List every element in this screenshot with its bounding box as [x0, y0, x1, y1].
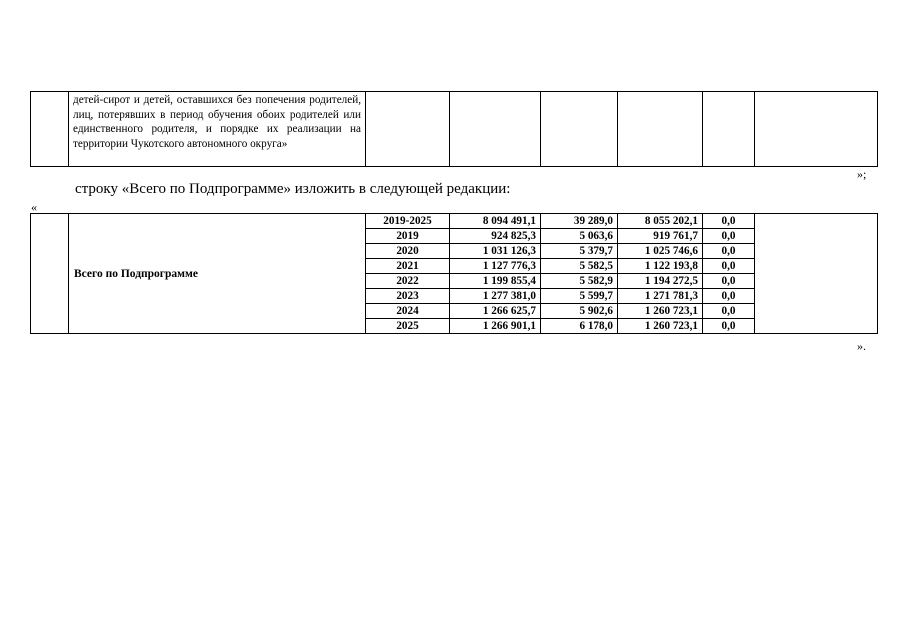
federal-cell: 5 599,7: [541, 289, 618, 304]
total-cell: 1 199 855,4: [450, 274, 541, 289]
year-cell: 2019-2025: [366, 214, 450, 229]
federal-cell: 5 063,6: [541, 229, 618, 244]
federal-cell: 6 178,0: [541, 319, 618, 334]
regional-cell: 919 761,7: [618, 229, 703, 244]
subprogram-total-table: [30, 213, 878, 334]
table-cell: [31, 214, 69, 334]
table-cell: [541, 92, 618, 167]
total-cell: 8 094 491,1: [450, 214, 541, 229]
federal-cell: 39 289,0: [541, 214, 618, 229]
federal-cell: 5 582,5: [541, 259, 618, 274]
table-cell: [618, 92, 703, 167]
other-cell: 0,0: [703, 259, 755, 274]
other-cell: 0,0: [703, 214, 755, 229]
total-cell: 1 266 625,7: [450, 304, 541, 319]
regional-cell: 1 260 723,1: [618, 319, 703, 334]
table-row: [31, 92, 878, 167]
regional-cell: 1 194 272,5: [618, 274, 703, 289]
other-cell: 0,0: [703, 289, 755, 304]
amendment-caption: строку «Всего по Подпрограмме» изложить в следующей редакции:: [75, 181, 511, 197]
regional-cell: 1 271 781,3: [618, 289, 703, 304]
other-cell: 0,0: [703, 304, 755, 319]
regional-cell: 1 260 723,1: [618, 304, 703, 319]
other-cell: 0,0: [703, 274, 755, 289]
table-cell: [755, 92, 878, 167]
table-row: [31, 214, 878, 229]
other-cell: 0,0: [703, 244, 755, 259]
program-table-fragment: [30, 91, 878, 167]
regional-cell: 1 122 193,8: [618, 259, 703, 274]
table-cell: [450, 92, 541, 167]
total-cell: 1 031 126,3: [450, 244, 541, 259]
closing-quote: ».: [857, 339, 866, 353]
year-cell: 2020: [366, 244, 450, 259]
table-cell: [31, 92, 69, 167]
table-cell: [366, 92, 450, 167]
year-cell: 2025: [366, 319, 450, 334]
other-cell: 0,0: [703, 229, 755, 244]
regional-cell: 8 055 202,1: [618, 214, 703, 229]
total-cell: 1 127 776,3: [450, 259, 541, 274]
year-cell: 2022: [366, 274, 450, 289]
other-cell: 0,0: [703, 319, 755, 334]
table-cell: [703, 92, 755, 167]
year-cell: 2024: [366, 304, 450, 319]
measure-description: детей-сирот и детей, оставшихся без попечения родителей, лиц, потерявших в период обучения обоих родителей или единственного родителя, и порядке их реализации на территории Чукотского автономного округа»: [69, 92, 366, 167]
opening-quote: «: [31, 200, 37, 214]
total-cell: 1 277 381,0: [450, 289, 541, 304]
federal-cell: 5 379,7: [541, 244, 618, 259]
total-cell: 1 266 901,1: [450, 319, 541, 334]
federal-cell: 5 582,9: [541, 274, 618, 289]
federal-cell: 5 902,6: [541, 304, 618, 319]
year-cell: 2019: [366, 229, 450, 244]
regional-cell: 1 025 746,6: [618, 244, 703, 259]
closing-quote: »;: [857, 167, 867, 181]
year-cell: 2023: [366, 289, 450, 304]
year-cell: 2021: [366, 259, 450, 274]
total-cell: 924 825,3: [450, 229, 541, 244]
total-label: Всего по Подпрограмме: [69, 214, 366, 334]
table-cell: [755, 214, 878, 334]
